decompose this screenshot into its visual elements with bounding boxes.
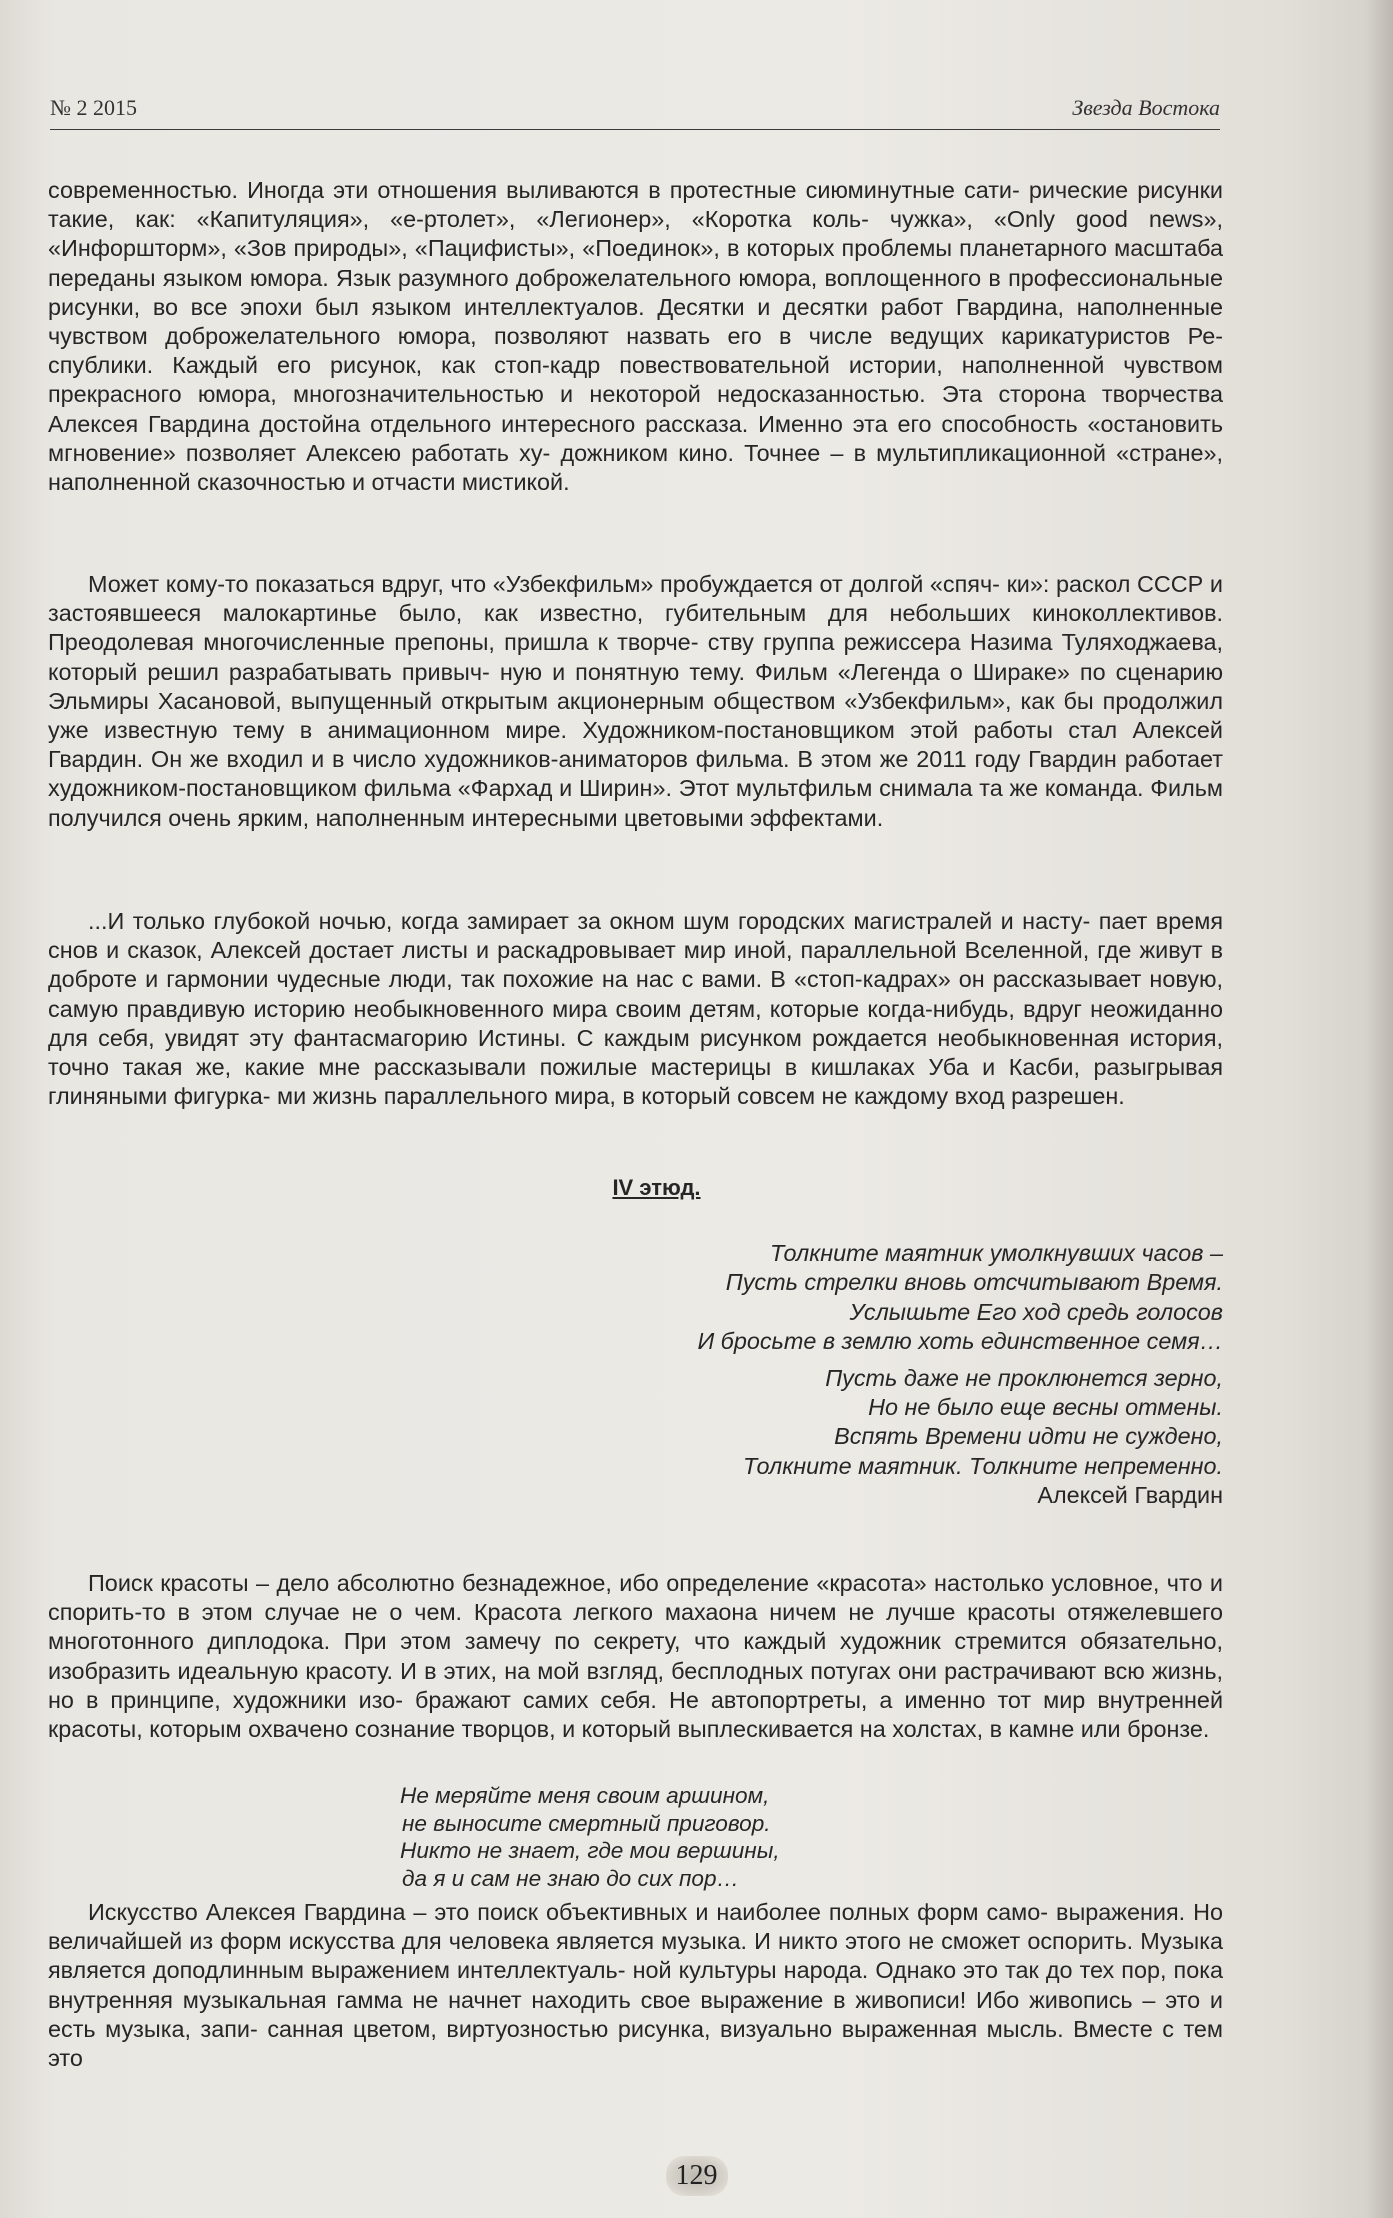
poem-line: Не меряйте меня своим аршином,: [400, 1783, 770, 1808]
poem-line: да я и сам не знаю до сих пор…: [402, 1865, 740, 1891]
poem-line: не выносите смертный приговор.: [402, 1810, 771, 1836]
paragraph-text: современностью. Иногда эти отношения выливаются в протестные сиюминутные сати- рические рисунки такие, как: «Капитуляция», «е-ртолет», «Легионер», «Коротка коль- чужка», «Only good news», «Инфоршторм», «Зов природы», «Пацифисты», «Поединок», в которых проблемы планетарного масштаба переданы языком юмора. Язык разумного доброжелательного юмора, воплощенного в профессиональные рисунки, во все эпохи был языком интеллектуалов. Десятки и десятки работ Гвардина, наполненные чувством доброжелательного юмора, позволяют назвать его в числе ведущих карикатуристов Ре- спублики. Каждый его рисунок, как стоп-кадр повествовательной истории, наполненной чувством прекрасного юмора, многозначительностью и некоторой недосказанностью. Эта сторона творчества Алексея Гвардина достойна отдельного интересного рассказа. Именно эта его способность «остановить мгновение» позволяет Алексею работать ху- дожником кино. Точнее – в мультипликационной «стране», наполненной сказочностью и отчасти мистикой.: [48, 177, 1224, 496]
paragraph-text: Искусство Алексея Гвардина – это поиск объективных и наиболее полных форм само- выражения. Но величайшей из форм искусства для человека является музыка. И никто этого не сможет оспорить. Музыка является доподлинным выражением интеллектуаль- ной культуры народа. Однако это так до тех пор, пока внутренняя музыкальная гамма не начнет находить свое выражение в живописи! Ибо живопись – это и есть музыка, запи- санная цветом, виртуозностью рисунка, визуально выраженная мысль. Вместе с тем это: [48, 1899, 1224, 2072]
poem-stanza: [463, 1364, 1223, 1482]
poem-line: Толкните маятник умолкнувших часов –: [770, 1240, 1223, 1266]
paragraph-text: ...И только глубокой ночью, когда замирает за окном шум городских магистралей и насту- пает время снов и сказок, Алексей достает листы и раскадровывает мир иной, параллельной Вселенной, где живут в доброте и гармонии чудесные люди, так похожие на нас с вами. В «стоп-кадрах» он рассказывает новую, самую правдивую историю необыкновенного мира своим детям, которые когда-нибудь, вдруг неожиданно для себя, увидят эту фантасмагорию Истины. С каждым рисунком рождается необыкновенная история, точно такая же, какие мне рассказывали пожилые мастерицы в кишлаках Уба и Касби, разыгрывая глиняными фигурка- ми жизнь параллельного мира, в который совсем не каждому вход разрешен.: [48, 908, 1224, 1110]
poem-line: Пусть стрелки вновь отсчитывают Время.: [725, 1269, 1223, 1296]
paragraph-4: [48, 1569, 1223, 1744]
poem-line: Услышьте Его ход средь голосов: [849, 1298, 1223, 1325]
poem-line: Вспять Времени идти не суждено,: [834, 1423, 1223, 1450]
poem-line: Никто не знает, где мои вершины,: [400, 1838, 780, 1863]
poem-stanza: [463, 1239, 1223, 1357]
paragraph-2: [48, 570, 1223, 833]
paragraph-5: [48, 1898, 1223, 2073]
poem-line: И бросьте в землю хоть единственное семя…: [697, 1328, 1223, 1355]
page-number: 129: [0, 2156, 1393, 2196]
paragraph-text: Может кому-то показаться вдруг, что «Узбекфильм» пробуждается от долгой «спяч- ки»: раскол СССР и застоявшееся малокартинье было, как известно, губительным для небольших киноколлективов. Преодолевая многочисленные препоны, пришла к творче- ству группа режиссера Назима Туляходжаева, который решил разрабатывать привыч- ную и понятную тему. Фильм «Легенда о Шираке» по сценарию Эльмиры Хасановой, выпущенный открытым акционерным обществом «Узбекфильм», как бы продолжил уже известную тему в анимационном мире. Художником-постановщиком этой работы стал Алексей Гвардин. Он же входил и в число художников-аниматоров фильма. В этом же 2011 году Гвардин работает художником-постановщиком фильма «Фархад и Ширин». Этот мультфильм снимала та же команда. Фильм получился очень ярким, наполненным интересными цветовыми эффектами.: [48, 571, 1224, 831]
epigraph-poem: [463, 1239, 1223, 1511]
section-heading: IV этюд.: [612, 1175, 701, 1200]
poem-line: Толкните маятник. Толкните непременно.: [743, 1452, 1223, 1479]
inline-poem: [400, 1782, 1000, 1892]
paragraph-text: Поиск красоты – дело абсолютно безнадежное, ибо определение «красота» настолько условное, что и спорить-то в этом случае не о чем. Красота легкого махаона ничем не лучше красоты отяжелевшего многотонного диплодока. При этом замечу по секрету, что каждый художник стремится обязательно, изобразить идеальную красоту. И в этих, на мой взгляд, бесплодных потугах они растрачивают всю жизнь, но в принципе, художники изо- бражают самих себя. Не автопортреты, а именно тот мир внутренней красоты, которым охвачено сознание творцов, и который выплескивается на холстах, в камне или бронзе.: [48, 1570, 1224, 1743]
poem-author: Алексей Гвардин: [1037, 1482, 1223, 1509]
paragraph-1: [48, 176, 1223, 497]
journal-title: Звезда Востока: [1072, 95, 1220, 120]
running-header: [50, 93, 1220, 130]
issue-number: № 2 2015: [50, 95, 137, 120]
paragraph-3: [48, 907, 1223, 1111]
poem-line: Но не было еще весны отмены.: [868, 1394, 1223, 1421]
poem-line: Пусть даже не проклюнется зерно,: [825, 1364, 1223, 1391]
page-edge-shadow: [1365, 0, 1393, 2218]
